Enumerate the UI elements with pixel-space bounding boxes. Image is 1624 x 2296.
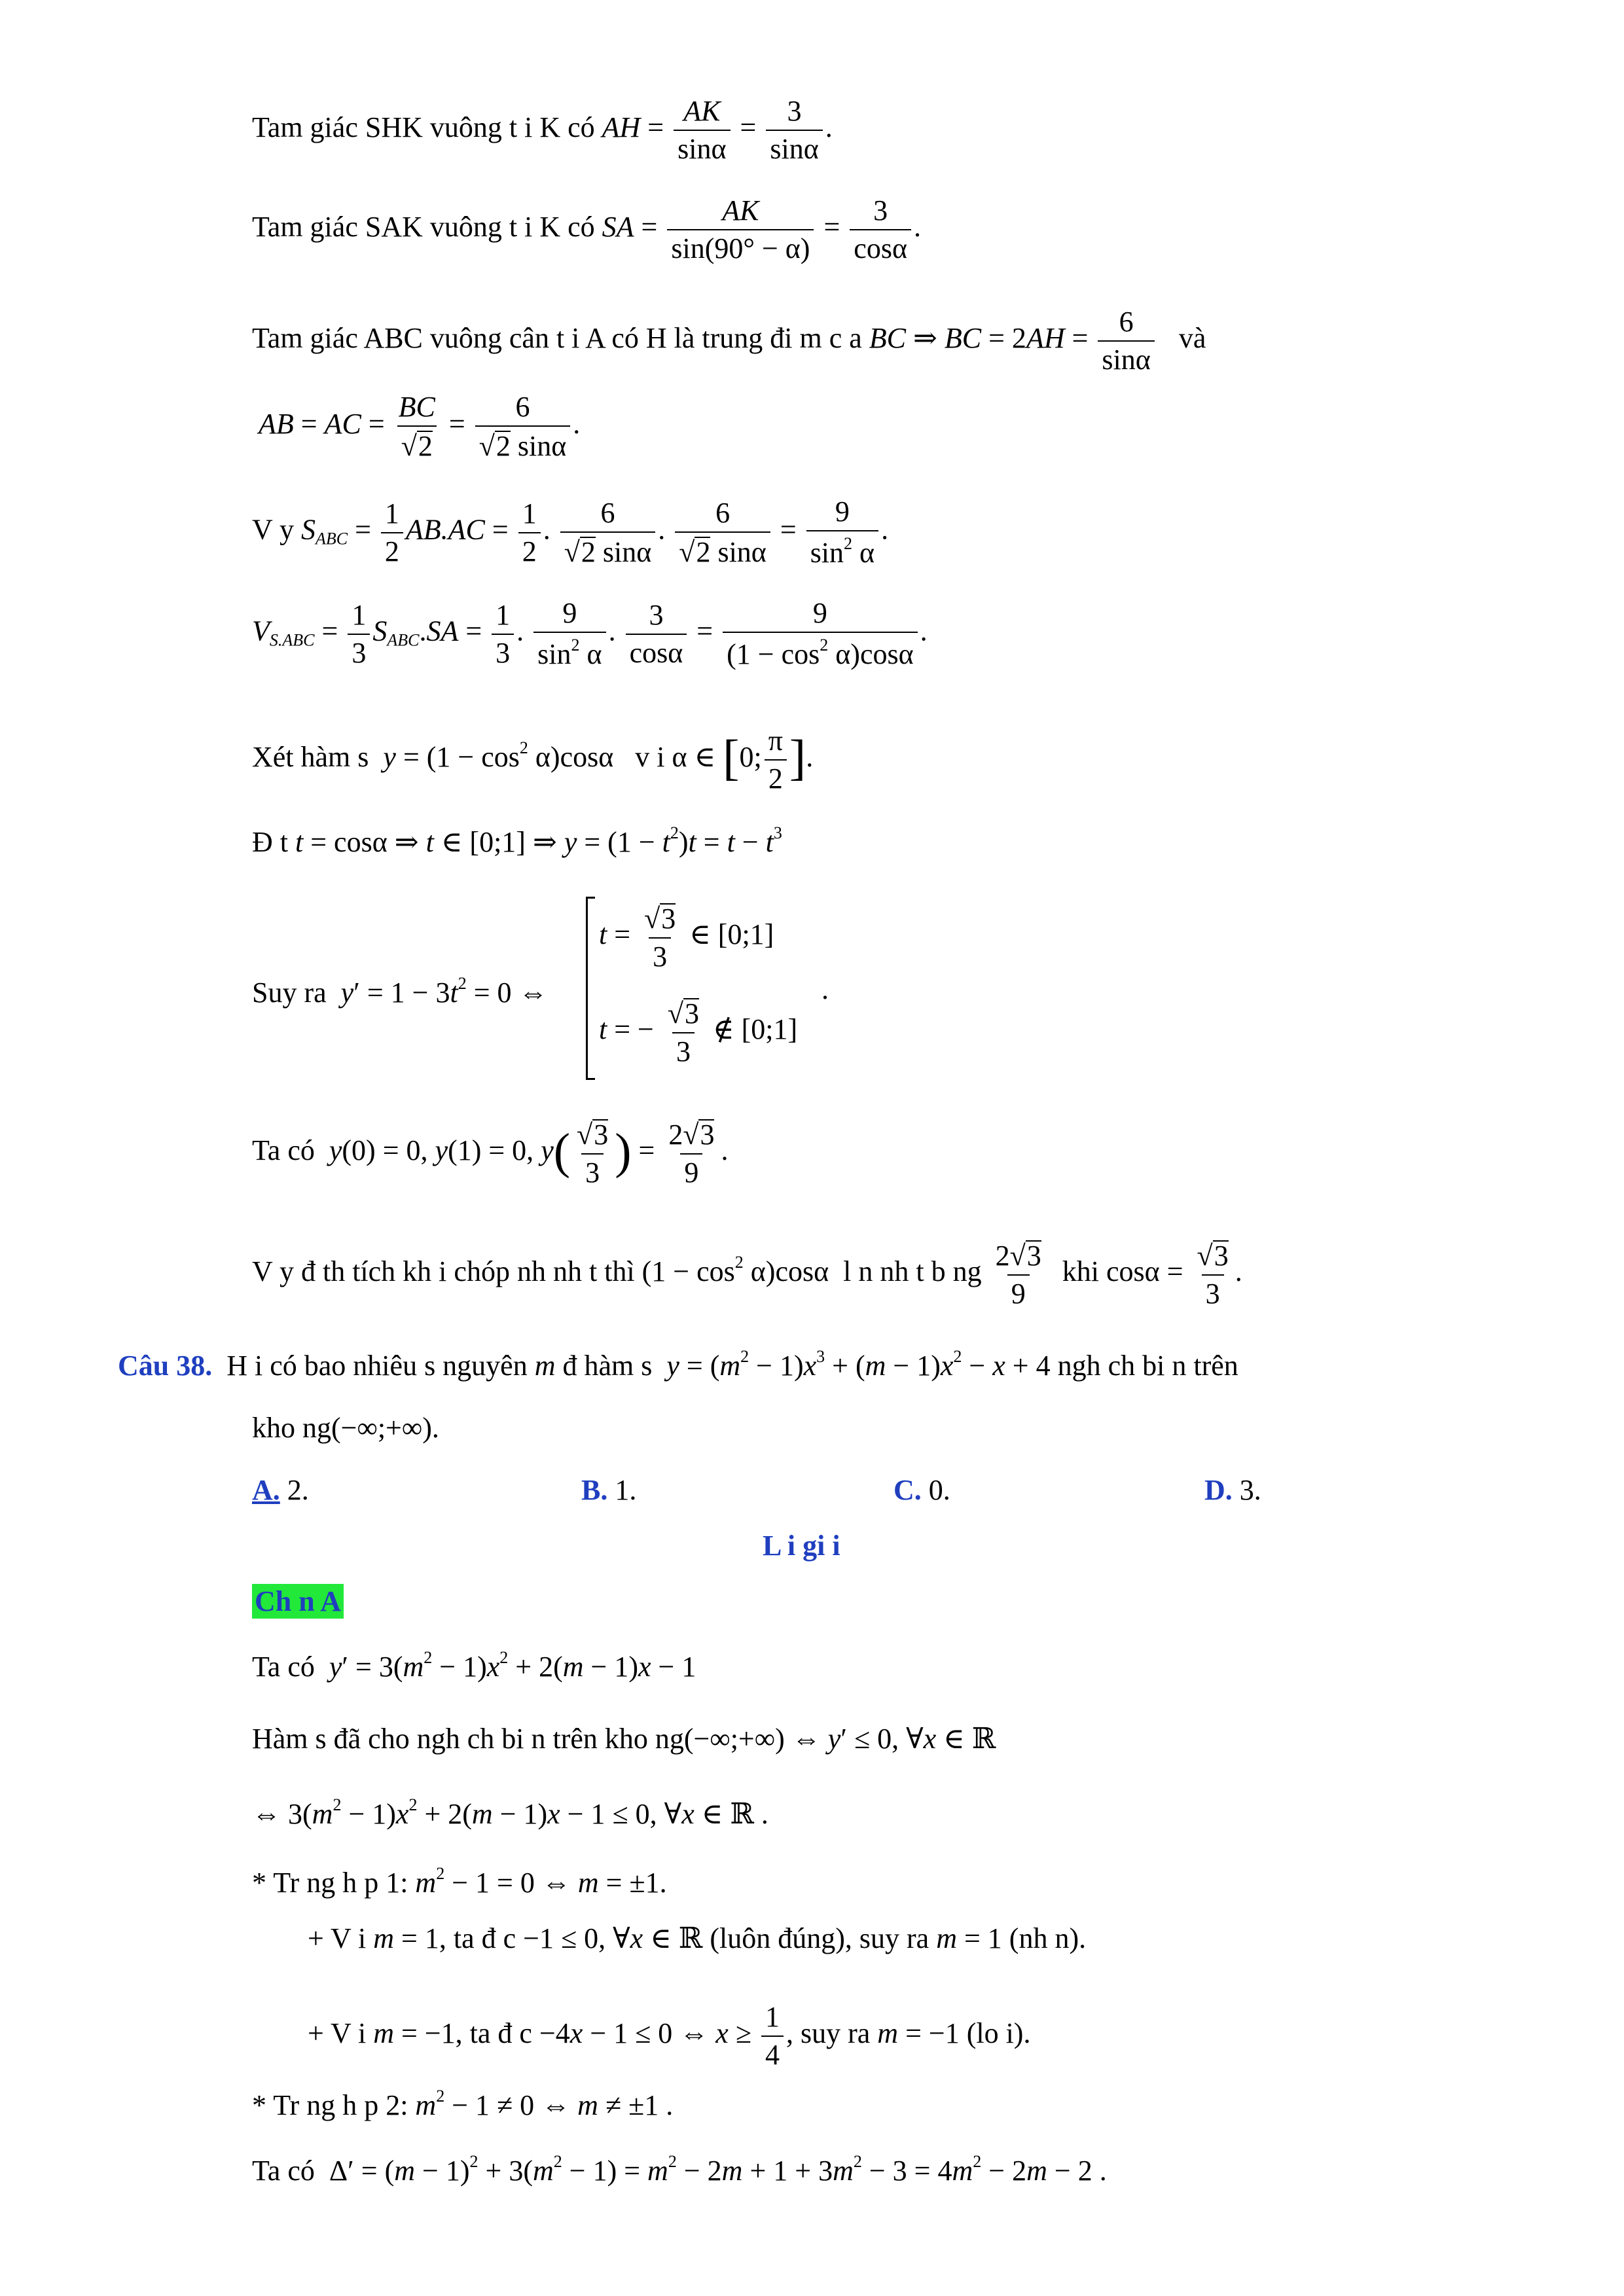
option-b: B. 1. [581, 1474, 637, 1506]
sol-condition: Hàm s đã cho ngh ch bi n trên kho ng(−∞;+∞) ⇔ y′ ≤ 0, ∀x ∈ ℝ [252, 1723, 996, 1755]
line-derivative: Suy ra $y' = 1 - 3t^2 = 0$ ⇔ [252, 974, 548, 1009]
period: . [821, 973, 829, 1005]
question-number: Câu 38. [118, 1350, 213, 1382]
line-values: Ta có y(0) = 0, y(1) = 0, y( $\frac{√3}{3}$ ) = $\frac{2√3}{9}$ . [252, 1119, 729, 1189]
line-conclusion: V y đ th tích kh i chóp nh nh t thì $(1 - \cos^2 \alpha)\cos\alpha$ l n nh t b ng $\frac{2√3}{9}$ khi cosα = $\frac{√3}{3}$ . [252, 1240, 1242, 1310]
case-2: * Tr ng h p 2: $m^2 - 1 \ne 0$ ⇔ m ≠ ±1 . [252, 2087, 674, 2121]
case-1: * Tr ng h p 1: $m^2 - 1 = 0$ ⇔ m = ±1. [252, 1864, 667, 1899]
option-c: C. 0. [893, 1474, 950, 1506]
line-shk: Tam giác SHK vuông t i K có AH = $\frac{AK}{\sin\alpha}$ = $\frac{3}{\sin\alpha}$ . [252, 95, 833, 165]
line-sak: Tam giác SAK vuông t i K có SA = $\frac{AK}{\sin(90^\circ - \alpha)}$ = $\frac{3}{\cos\alpha}$ . [252, 194, 922, 264]
case-1b: + V i m = −1, ta đ c −4x − 1 ≤ 0 ⇔ x ≥ $\frac{1}{4}$ , suy ra m = −1 (lo i). [308, 2001, 1031, 2071]
question-38: Câu 38. H i có bao nhiêu s nguyên m đ hàm s $y = (m^2 - 1)x^3 + (m - 1)x^2 - x + 4$ ngh ch bi n trên [118, 1347, 1238, 1382]
option-d: D. 3. [1204, 1474, 1261, 1506]
line-function: Xét hàm s $y = (1 - \cos^2 \alpha)\cos\alpha$ v i α ∈ [0; $\frac{\pi}{2}$ ]. [252, 725, 814, 795]
line-substitution: Đ t t = cosα ⇒ t ∈ [0;1] ⇒ $y = (1 - t^2)t = t - t^3$ [252, 823, 782, 858]
sol-inequality: ⇔ $3(m^2 - 1)x^2 + 2(m - 1)x - 1 \le 0$, ∀x ∈ ℝ . [252, 1795, 768, 1830]
line-ab-ac: AB = AC = $\frac{BC}{√2}$ = $\frac{6}{√2 \sin\alpha}$ . [259, 391, 581, 462]
line-abc: Tam giác ABC vuông cân t i A có H là trung đi m c a BC ⇒ BC = 2AH = $\frac{6}{\sin\alpha}$ và [252, 306, 1206, 376]
case-1a: + V i m = 1, ta đ c −1 ≤ 0, ∀x ∈ ℝ (luôn đúng), suy ra m = 1 (nh n). [308, 1922, 1087, 1954]
solution-title: L i gi i [763, 1530, 840, 1562]
root-negative: t = − $\frac{√3}{3}$ ∉ [0;1] [599, 997, 798, 1067]
root-positive: t = $\frac{√3}{3}$ ∈ [0;1] [599, 903, 774, 973]
answer-highlight: Ch n A [252, 1587, 344, 1616]
line-area: V y $S_{ABC}$ = $\frac{1}{2}$ AB.AC = $\frac{1}{2}$ . $\frac{6}{√2 \sin\alpha}$ . $\frac{6}{√2 \sin\alpha}$ = $\frac{9}{\sin^2 \alpha}$ . [252, 495, 889, 569]
sol-derivative: Ta có $y' = 3(m^2 - 1)x^2 + 2(m - 1)x - 1$ [252, 1648, 696, 1683]
line-volume: $V_{S.ABC}$ = $\frac{1}{3}$ $S_{ABC}.SA$ = $\frac{1}{3}$ . $\frac{9}{\sin^2 \alpha}$ . $\frac{3}{\cos\alpha}$ = $\frac{9}{(1 - \cos^2 \alpha)\cos\alpha}$ . [252, 597, 928, 670]
sol-discriminant: Ta có $\Delta' = (m - 1)^2 + 3(m^2 - 1) = m^2 - 2m + 1 + 3m^2 - 3 = 4m^2 - 2m - 2$ . [252, 2152, 1107, 2187]
question-38-cont: kho ng(−∞;+∞). [252, 1412, 439, 1444]
option-a: A. 2. [252, 1474, 309, 1506]
